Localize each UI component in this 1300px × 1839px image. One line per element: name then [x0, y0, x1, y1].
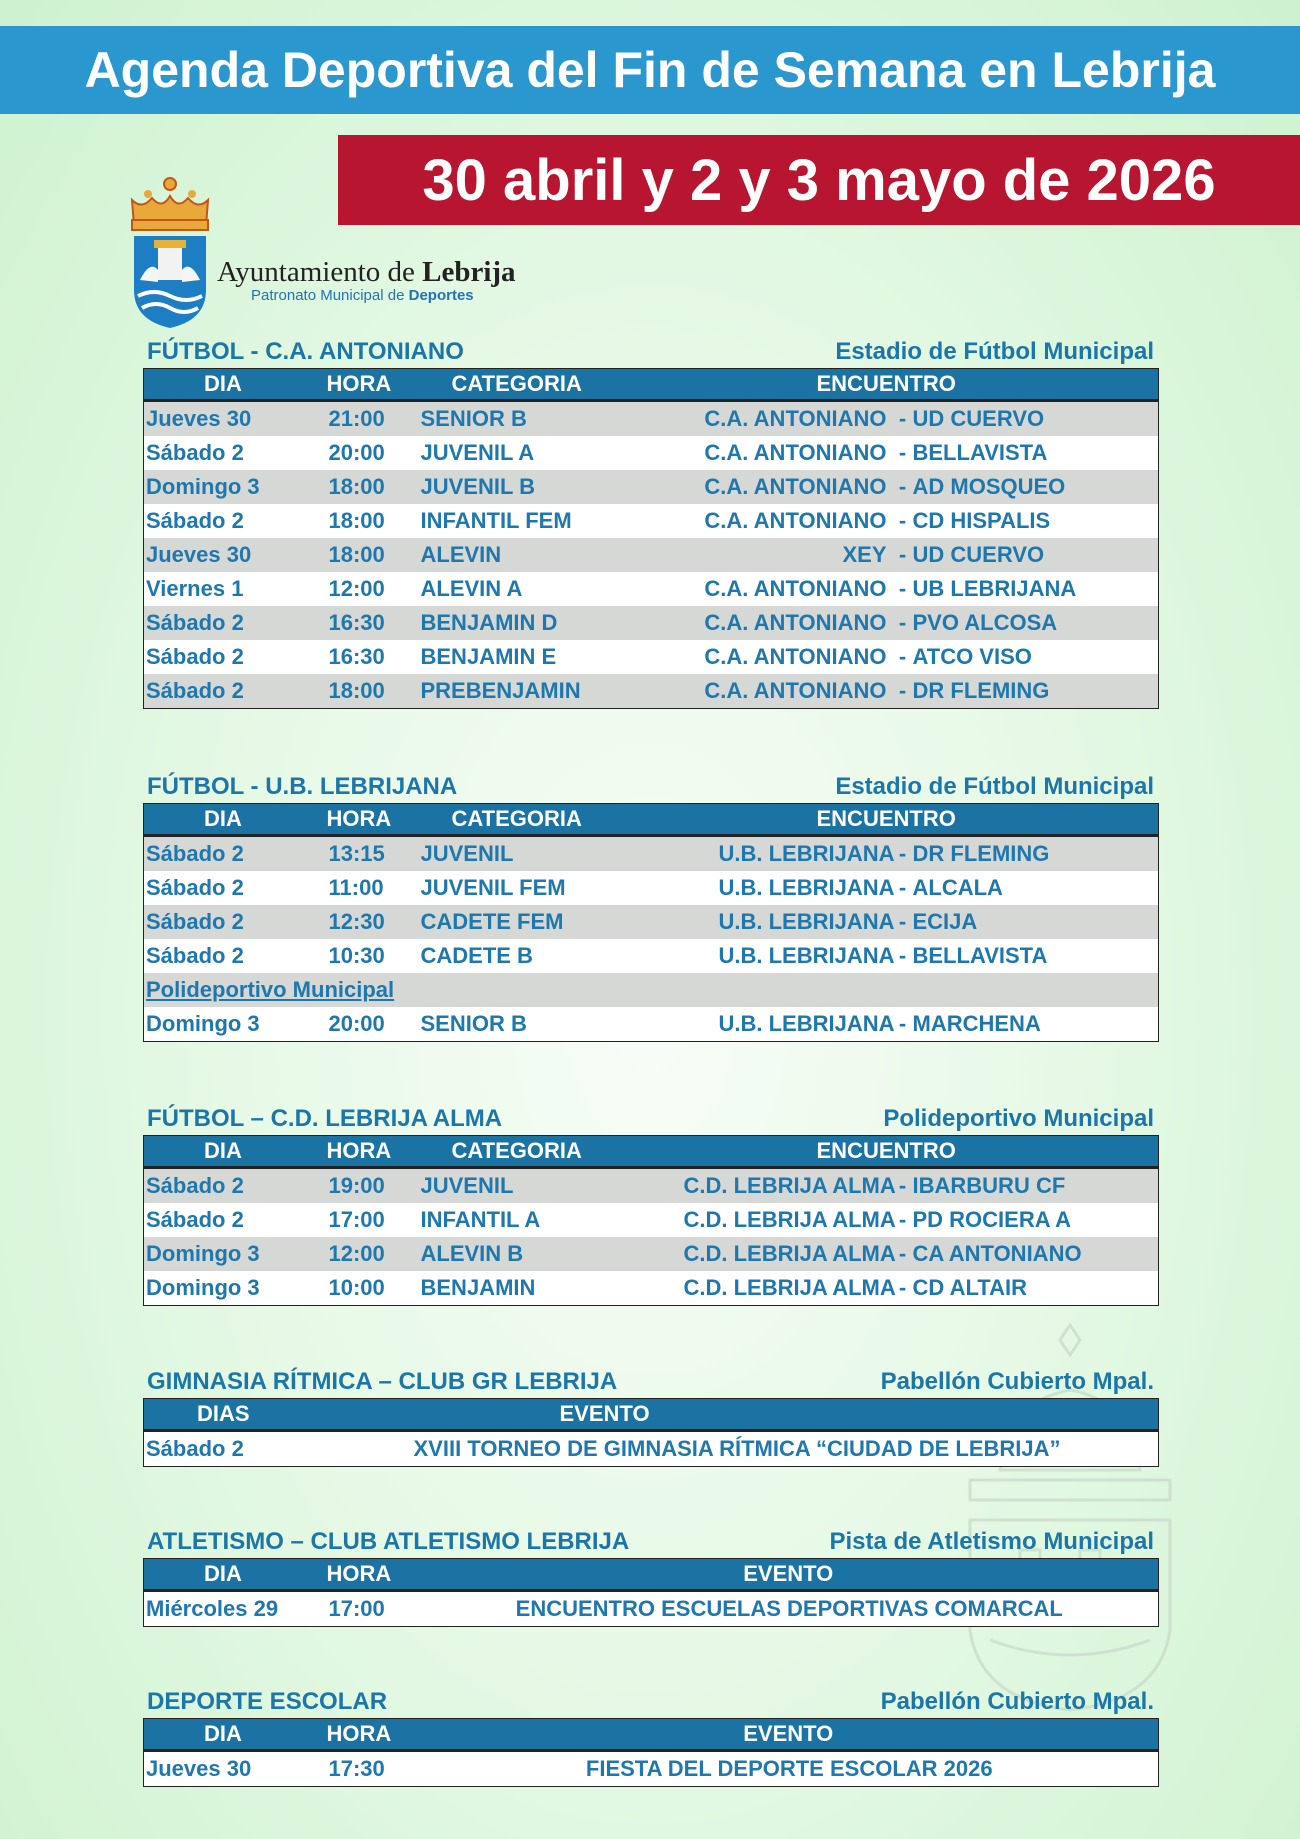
match-separator: - — [895, 470, 911, 504]
table-cell: 13:15 — [327, 836, 419, 872]
section-venue: Estadio de Fútbol Municipal — [835, 773, 1154, 800]
table-cell: C.A. ANTONIANO — [700, 572, 895, 606]
table-cell: Viernes 1 — [144, 572, 327, 606]
table-cell: INFANTIL A — [419, 1203, 682, 1237]
table-cell: Sábado 2 — [144, 504, 327, 538]
table-cell: CADETE B — [419, 939, 717, 973]
table-cell: C.A. ANTONIANO — [700, 436, 895, 470]
section-gimnasia — [143, 1368, 1158, 1467]
table-cell: 18:00 — [327, 538, 419, 572]
fixtures-table — [143, 803, 1159, 1042]
events-table — [143, 1718, 1159, 1787]
table-cell: Sábado 2 — [144, 939, 327, 973]
table-cell: DR FLEMING — [911, 674, 1159, 709]
table-cell: XEY — [700, 538, 895, 572]
logo-org-name: Ayuntamiento de Lebrija — [217, 256, 516, 288]
table-cell: UB LEBRIJANA — [911, 572, 1159, 606]
table-cell: Sábado 2 — [144, 836, 327, 872]
fixtures-table — [143, 368, 1159, 709]
table-cell: Jueves 30 — [144, 538, 327, 572]
table-cell: Sábado 2 — [144, 606, 327, 640]
table-cell: Domingo 3 — [144, 1007, 327, 1042]
match-separator: - — [895, 640, 911, 674]
table-cell: 16:30 — [327, 640, 419, 674]
table-cell: 21:00 — [327, 401, 419, 437]
table-cell: ALEVIN B — [419, 1237, 682, 1271]
table-cell: 18:00 — [327, 674, 419, 709]
table-cell: C.D. LEBRIJA ALMA — [682, 1203, 895, 1237]
table-row — [144, 401, 1159, 437]
table-cell: CD ALTAIR — [911, 1271, 1159, 1306]
table-cell: Miércoles 29 — [144, 1591, 327, 1627]
match-separator: - — [895, 504, 911, 538]
table-cell: 12:30 — [327, 905, 419, 939]
table-cell — [144, 973, 1159, 1007]
table-row — [144, 1237, 1159, 1271]
section-venue: Pabellón Cubierto Mpal. — [880, 1368, 1154, 1395]
match-separator: - — [895, 1203, 911, 1237]
section-title: ATLETISMO – CLUB ATLETISMO LEBRIJA — [147, 1528, 630, 1555]
col-evento: EVENTO — [419, 1719, 1159, 1751]
table-row — [144, 1591, 1159, 1627]
table-cell: JUVENIL FEM — [419, 871, 717, 905]
table-row — [144, 436, 1159, 470]
match-separator: - — [895, 836, 911, 872]
events-table — [143, 1398, 1159, 1467]
table-row — [144, 1007, 1159, 1042]
section-title: GIMNASIA RÍTMICA – CLUB GR LEBRIJA — [147, 1368, 618, 1395]
section-lebrijana — [143, 773, 1158, 1042]
col-categoria: CATEGORIA — [419, 369, 700, 401]
section-venue: Estadio de Fútbol Municipal — [835, 338, 1154, 365]
table-cell: 10:30 — [327, 939, 419, 973]
table-cell: DR FLEMING — [911, 836, 1159, 872]
table-cell: Sábado 2 — [144, 674, 327, 709]
col-hora: HORA — [327, 1719, 419, 1751]
table-cell: CADETE FEM — [419, 905, 717, 939]
col-dia: DIA — [144, 1559, 327, 1591]
section-title: DEPORTE ESCOLAR — [147, 1688, 388, 1715]
table-cell: C.A. ANTONIANO — [700, 470, 895, 504]
table-cell: C.D. LEBRIJA ALMA — [682, 1237, 895, 1271]
logo-org-subtitle: Patronato Municipal de Deportes — [251, 287, 474, 304]
table-cell: JUVENIL — [419, 836, 717, 872]
match-separator: - — [895, 939, 911, 973]
table-cell: BELLAVISTA — [911, 939, 1159, 973]
table-cell: PREBENJAMIN — [419, 674, 700, 709]
table-cell: Domingo 3 — [144, 1271, 327, 1306]
table-cell: INFANTIL FEM — [419, 504, 700, 538]
table-cell: AD MOSQUEO — [911, 470, 1159, 504]
table-cell: BELLAVISTA — [911, 436, 1159, 470]
table-cell: ATCO VISO — [911, 640, 1159, 674]
table-cell: C.A. ANTONIANO — [700, 401, 895, 437]
table-cell: Sábado 2 — [144, 1431, 327, 1467]
table-cell: 11:00 — [327, 871, 419, 905]
col-hora: HORA — [327, 1136, 419, 1168]
table-row — [144, 905, 1159, 939]
table-cell: 17:30 — [327, 1751, 419, 1787]
col-dias: DIAS — [144, 1399, 327, 1431]
table-cell: ALEVIN A — [419, 572, 700, 606]
match-separator: - — [895, 538, 911, 572]
col-evento: EVENTO — [327, 1399, 1159, 1431]
match-separator: - — [895, 401, 911, 437]
match-separator: - — [895, 1168, 911, 1204]
table-cell: IBARBURU CF — [911, 1168, 1159, 1204]
table-cell: 20:00 — [327, 436, 419, 470]
table-cell: ECIJA — [911, 905, 1159, 939]
section-venue: Pabellón Cubierto Mpal. — [880, 1688, 1154, 1715]
match-separator: - — [895, 606, 911, 640]
table-cell: C.D. LEBRIJA ALMA — [682, 1168, 895, 1204]
fixtures-table — [143, 1135, 1159, 1306]
col-dia: DIA — [144, 369, 327, 401]
date-banner: 30 abril y 2 y 3 mayo de 2026 — [338, 135, 1300, 225]
table-cell: Sábado 2 — [144, 1168, 327, 1204]
table-cell: C.A. ANTONIANO — [700, 674, 895, 709]
table-cell: 18:00 — [327, 504, 419, 538]
table-row — [144, 1271, 1159, 1306]
section-title: FÚTBOL – C.D. LEBRIJA ALMA — [147, 1105, 503, 1132]
table-cell: C.D. LEBRIJA ALMA — [682, 1271, 895, 1306]
col-encuentro: ENCUENTRO — [682, 1136, 1159, 1168]
table-cell: 20:00 — [327, 1007, 419, 1042]
match-separator: - — [895, 436, 911, 470]
table-cell: 18:00 — [327, 470, 419, 504]
section-title: FÚTBOL - C.A. ANTONIANO — [147, 338, 464, 365]
table-cell: JUVENIL A — [419, 436, 700, 470]
table-cell: Jueves 30 — [144, 1751, 327, 1787]
table-cell: C.A. ANTONIANO — [700, 504, 895, 538]
table-cell: U.B. LEBRIJANA — [717, 1007, 895, 1042]
match-separator: - — [895, 1007, 911, 1042]
table-cell: SENIOR B — [419, 1007, 717, 1042]
section-venue: Pista de Atletismo Municipal — [829, 1528, 1154, 1555]
table-row — [144, 939, 1159, 973]
table-cell: Sábado 2 — [144, 905, 327, 939]
table-row — [144, 470, 1159, 504]
table-cell: SENIOR B — [419, 401, 700, 437]
table-cell: UD CUERVO — [911, 401, 1159, 437]
col-dia: DIA — [144, 1719, 327, 1751]
table-row — [144, 674, 1159, 709]
table-cell: BENJAMIN D — [419, 606, 700, 640]
table-cell: Domingo 3 — [144, 1237, 327, 1271]
col-dia: DIA — [144, 1136, 327, 1168]
table-cell: 19:00 — [327, 1168, 419, 1204]
table-cell: 12:00 — [327, 572, 419, 606]
table-cell: U.B. LEBRIJANA — [717, 905, 895, 939]
table-cell: FIESTA DEL DEPORTE ESCOLAR 2026 — [419, 1751, 1159, 1787]
lebrija-crest-logo — [128, 170, 528, 330]
table-cell: JUVENIL — [419, 1168, 682, 1204]
table-cell: UD CUERVO — [911, 538, 1159, 572]
table-cell: ENCUENTRO ESCUELAS DEPORTIVAS COMARCAL — [419, 1591, 1159, 1627]
table-cell: CD HISPALIS — [911, 504, 1159, 538]
table-cell: Jueves 30 — [144, 401, 327, 437]
table-cell: Domingo 3 — [144, 470, 327, 504]
table-cell: 12:00 — [327, 1237, 419, 1271]
table-cell: U.B. LEBRIJANA — [717, 939, 895, 973]
table-row — [144, 504, 1159, 538]
match-separator: - — [895, 871, 911, 905]
table-cell: U.B. LEBRIJANA — [717, 836, 895, 872]
table-cell: ALCALA — [911, 871, 1159, 905]
events-table — [143, 1558, 1159, 1627]
col-categoria: CATEGORIA — [419, 804, 717, 836]
table-cell: Sábado 2 — [144, 871, 327, 905]
table-cell: Sábado 2 — [144, 436, 327, 470]
table-cell: C.A. ANTONIANO — [700, 606, 895, 640]
table-row — [144, 871, 1159, 905]
col-categoria: CATEGORIA — [419, 1136, 682, 1168]
section-alma — [143, 1105, 1158, 1306]
section-title: FÚTBOL - U.B. LEBRIJANA — [147, 773, 458, 800]
table-row — [144, 640, 1159, 674]
table-row — [144, 538, 1159, 572]
table-row — [144, 1203, 1159, 1237]
table-cell: PVO ALCOSA — [911, 606, 1159, 640]
table-row — [144, 836, 1159, 872]
col-evento: EVENTO — [419, 1559, 1159, 1591]
table-cell: 17:00 — [327, 1591, 419, 1627]
table-cell: MARCHENA — [911, 1007, 1159, 1042]
table-cell: C.A. ANTONIANO — [700, 640, 895, 674]
table-row — [144, 973, 1159, 1007]
section-antoniano — [143, 338, 1158, 709]
table-cell: 10:00 — [327, 1271, 419, 1306]
match-separator: - — [895, 572, 911, 606]
section-venue: Polideportivo Municipal — [883, 1105, 1154, 1132]
col-hora: HORA — [327, 369, 419, 401]
col-hora: HORA — [327, 1559, 419, 1591]
table-row — [144, 1751, 1159, 1787]
table-row — [144, 1431, 1159, 1467]
match-separator: - — [895, 1237, 911, 1271]
table-cell: BENJAMIN E — [419, 640, 700, 674]
table-cell: 17:00 — [327, 1203, 419, 1237]
table-cell: BENJAMIN — [419, 1271, 682, 1306]
col-hora: HORA — [327, 804, 419, 836]
subvenue-link[interactable]: Polideportivo Municipal — [146, 977, 395, 1002]
table-cell: XVIII TORNEO DE GIMNASIA RÍTMICA “CIUDAD DE LEBRIJA” — [327, 1431, 1159, 1467]
match-separator: - — [895, 905, 911, 939]
section-atletismo — [143, 1528, 1158, 1627]
table-cell: 16:30 — [327, 606, 419, 640]
table-cell: U.B. LEBRIJANA — [717, 871, 895, 905]
match-separator: - — [895, 674, 911, 709]
table-cell: CA ANTONIANO — [911, 1237, 1159, 1271]
col-dia: DIA — [144, 804, 327, 836]
match-separator: - — [895, 1271, 911, 1306]
table-cell: JUVENIL B — [419, 470, 700, 504]
table-cell: ALEVIN — [419, 538, 700, 572]
section-escolar — [143, 1688, 1158, 1787]
col-encuentro: ENCUENTRO — [717, 804, 1159, 836]
table-row — [144, 572, 1159, 606]
table-cell: Sábado 2 — [144, 640, 327, 674]
table-cell: Sábado 2 — [144, 1203, 327, 1237]
table-row — [144, 1168, 1159, 1204]
col-encuentro: ENCUENTRO — [700, 369, 1159, 401]
table-row — [144, 606, 1159, 640]
page-title: Agenda Deportiva del Fin de Semana en Lebrija — [0, 26, 1300, 114]
table-cell: PD ROCIERA A — [911, 1203, 1159, 1237]
